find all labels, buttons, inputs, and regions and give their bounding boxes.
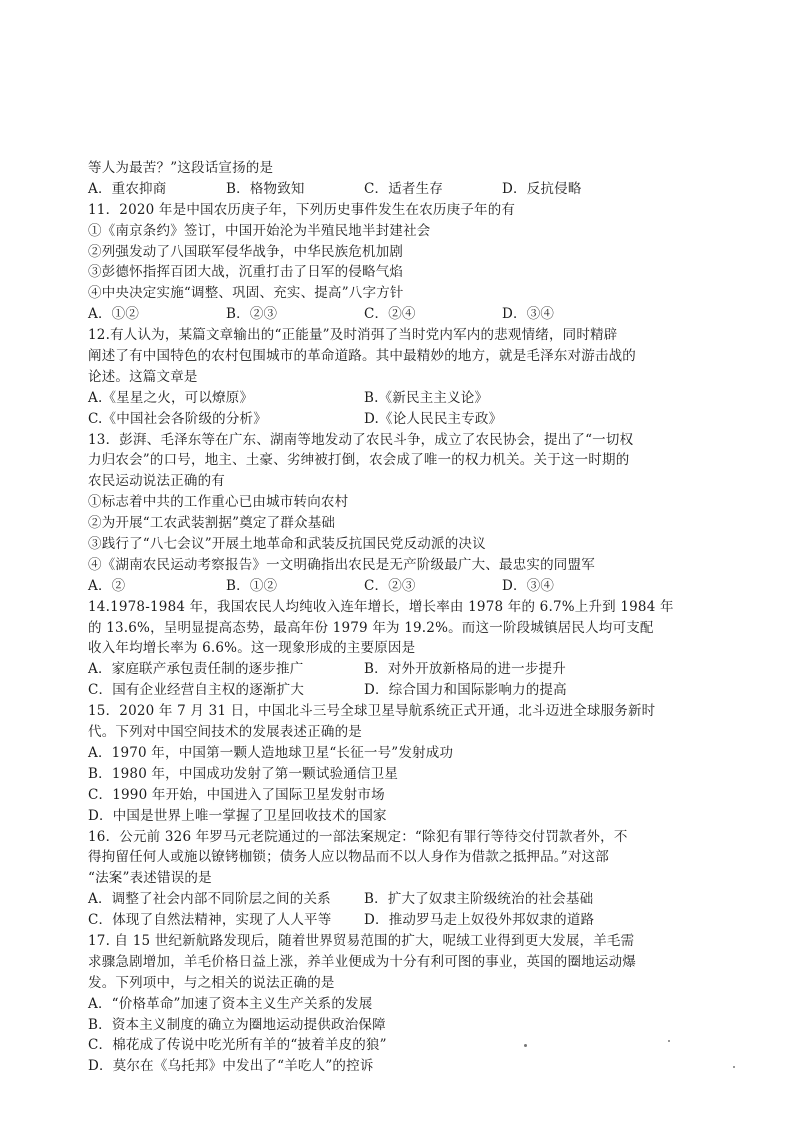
q11-stem: 11．2020 年是中国农历庚子年，下列历史事件发生在农历庚子年的有 [88,201,516,218]
q14-stem-line-2: 的 13.6%，呈明显提高态势，最高年份 1979 年为 19.2%。而这一阶段城镇居民人均可支配 [88,619,654,636]
q15-option-d: D．中国是世界上唯一掌握了卫星回收技术的国家 [88,807,387,824]
q12-option-c: C.《中国社会各阶级的分析》 [88,410,267,427]
q13-statement-2: ②为开展“工农武装割据”奠定了群众基础 [88,515,336,532]
q10-option-b: B．格物致知 [226,180,305,197]
q14-option-c: C．国有企业经营自主权的逐渐扩大 [88,682,305,699]
q11-statement-4: ④中央决定实施“调整、巩固、充实、提高”八字方针 [88,285,404,302]
q12-stem-line-1: 12.有人认为，某篇文章输出的“正能量”及时消弭了当时党内军内的悲观情绪，同时精辟 [88,327,618,344]
q13-options [88,576,714,597]
q17-stem-line-1: 17. 自 15 世纪新航路发现后，随着世界贸易范围的扩大，呢绒工业得到更大发展，羊毛需 [88,932,635,949]
q17-option-c: C．棉花成了传说中吃光所有羊的“披着羊皮的狼” [88,1037,387,1054]
q11-option-b: B．②③ [226,306,278,323]
q11-option-c: C．②④ [364,306,416,323]
scan-speck [524,1044,527,1047]
q14-options-row-2 [88,680,714,701]
q15-stem-line-1: 15．2020 年 7 月 31 日，中国北斗三号全球卫星导航系统正式开通，北斗迈进全球服务新时 [88,703,656,720]
q10-options [88,179,714,200]
q13-statement-3: ③践行了“八七会议”开展土地革命和武装反抗国民党反动派的决议 [88,536,486,553]
q11-option-a: A．①② [88,306,140,323]
q16-options-row-1 [88,889,714,910]
q16-option-a: A．调整了社会内部不同阶层之间的关系 [88,891,331,908]
q12-options-row-2 [88,409,714,430]
question-text-block [88,158,714,1077]
q13-option-d: D．③④ [502,577,555,594]
q16-option-b: B．扩大了奴隶主阶级统治的社会基础 [364,891,594,908]
q16-stem-line-3: “法案”表述错误的是 [88,870,212,887]
q16-option-d: D．推动罗马走上奴役外邦奴隶的道路 [364,912,595,929]
q13-stem-line-3: 农民运动说法正确的有 [88,473,225,490]
q11-option-d: D．③④ [502,306,555,323]
q16-option-c: C．体现了自然法精神，实现了人人平等 [88,912,332,929]
q11-statement-2: ②列强发动了八国联军侵华战争，中华民族危机加剧 [88,243,404,260]
q10-option-c: C．适者生存 [364,180,444,197]
q16-stem-line-1: 16．公元前 326 年罗马元老院通过的一部法案规定：“除犯有罪行等待交付罚款者外，不 [88,828,628,845]
q13-statement-4: ④《湖南农民运动考察报告》一文明确指出农民是无产阶级最广大、最忠实的同盟军 [88,556,595,573]
scan-speck [668,1040,670,1042]
q15-option-c: C．1990 年开始，中国进入了国际卫星发射市场 [88,786,385,803]
q14-stem-line-1: 14.1978-1984 年，我国农民人均纯收入连年增长，增长率由 1978 年的 6.7%上升到 1984 年 [88,598,674,615]
q17-option-a: A．“价格革命”加速了资本主义生产关系的发展 [88,995,373,1012]
q14-stem-line-3: 收入年均增长率为 6.6%。这一现象形成的主要原因是 [88,640,416,657]
q14-option-a: A．家庭联产承包责任制的逐步推广 [88,661,304,678]
q16-options-row-2 [88,910,714,931]
q12-option-d: D.《论人民民主专政》 [364,410,503,427]
q15-option-b: B．1980 年，中国成功发射了第一颗试验通信卫星 [88,765,399,782]
q12-options-row-1 [88,388,714,409]
q16-stem-line-2: 得拘留任何人或施以镣铐枷锁；债务人应以物品而不以人身作为借款之抵押品。”对这部 [88,849,609,866]
q13-option-b: B．①② [226,577,278,594]
q14-option-b: B．对外开放新格局的进一步提升 [364,661,566,678]
q13-option-a: A．② [88,577,126,594]
q11-statement-3: ③彭德怀指挥百团大战，沉重打击了日军的侵略气焰 [88,264,404,281]
q11-options [88,304,714,325]
q12-option-a: A.《星星之火，可以燎原》 [88,389,254,406]
q17-stem-line-3: 发。下列项中，与之相关的说法正确的是 [88,974,335,991]
q13-stem-line-1: 13．彭湃、毛泽东等在广东、湖南等地发动了农民斗争，成立了农民协会，提出了“一切权 [88,431,634,448]
q12-stem-line-2: 阐述了有中国特色的农村包围城市的革命道路。其中最精妙的地方，就是毛泽东对游击战的 [88,348,636,365]
q10-stem-tail: 等人为最苦？”这段话宣扬的是 [88,160,274,176]
q13-option-c: C．②③ [364,577,416,594]
q10-option-d: D．反抗侵略 [502,180,582,197]
q14-options-row-1 [88,659,714,680]
q17-option-b: B．资本主义制度的确立为圈地运动提供政治保障 [88,1016,386,1033]
q14-option-d: D．综合国力和国际影响力的提高 [364,682,567,699]
q12-stem-line-3: 论述。这篇文章是 [88,368,198,385]
q15-stem-line-2: 代。下列对中国空间技术的发展表述正确的是 [88,724,362,741]
q17-stem-line-2: 求骤急剧增加，羊毛价格日益上涨，养羊业便成为十分有利可图的事业，英国的圈地运动爆 [88,953,636,970]
q11-statement-1: ①《南京条约》签订，中国开始沦为半殖民地半封建社会 [88,222,431,239]
scan-speck [733,1066,735,1068]
q10-option-a: A．重农抑商 [88,180,167,197]
q13-statement-1: ①标志着中共的工作重心已由城市转向农村 [88,494,349,511]
q15-option-a: A．1970 年，中国第一颗人造地球卫星“长征一号”发射成功 [88,744,454,761]
q12-option-b: B.《新民主主义论》 [364,389,489,406]
q13-stem-line-2: 力归农会”的口号，地主、土豪、劣绅被打倒，农会成了唯一的权力机关。关于这一时期的 [88,452,630,469]
q17-option-d: D．莫尔在《乌托邦》中发出了“羊吃人”的控诉 [88,1058,374,1075]
